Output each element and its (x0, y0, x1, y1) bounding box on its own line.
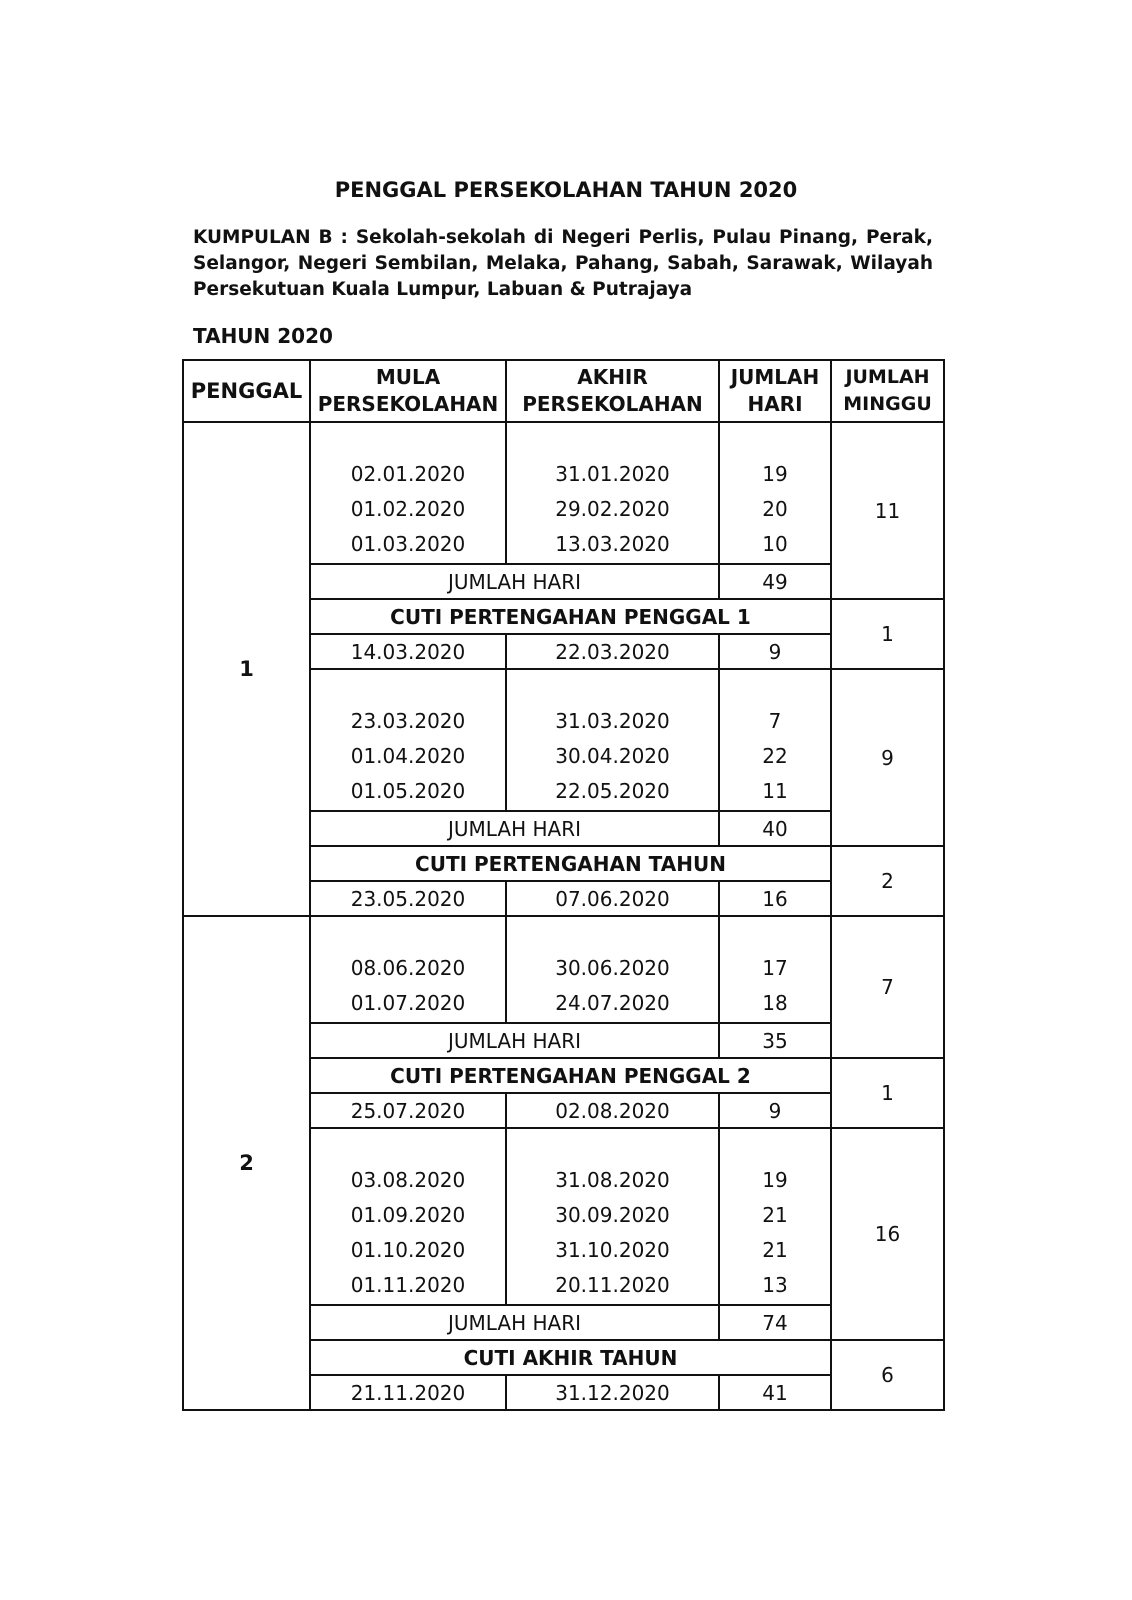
header-jumlah-hari: JUMLAH HARI (719, 360, 831, 422)
table-row (183, 422, 944, 564)
mula-cell: 23.05.2020 (310, 881, 506, 916)
akhir-cell: 31.12.2020 (506, 1375, 719, 1410)
cell-value: 01.09.2020 (350, 1203, 466, 1227)
cell-value: 29.02.2020 (555, 497, 670, 521)
break-title: CUTI AKHIR TAHUN (310, 1340, 831, 1375)
hari-cell (719, 669, 831, 811)
jumlah-hari-value: 35 (719, 1023, 831, 1058)
mula-cell: 25.07.2020 (310, 1093, 506, 1128)
term-number: 2 (183, 916, 310, 1410)
akhir-cell (506, 1128, 719, 1305)
cell-value: 01.10.2020 (350, 1238, 466, 1262)
jumlah-hari-label: JUMLAH HARI (310, 1305, 719, 1340)
cell-value: 31.08.2020 (555, 1168, 670, 1192)
jumlah-hari-value: 74 (719, 1305, 831, 1340)
header-mula: MULA PERSEKOLAHAN (310, 360, 506, 422)
cell-value: 13 (762, 1273, 788, 1297)
cell-value: 7 (768, 709, 782, 733)
minggu-cell: 11 (831, 422, 944, 599)
cell-value: 31.03.2020 (555, 709, 670, 733)
minggu-cell: 16 (831, 1128, 944, 1340)
cell-value: 22.05.2020 (555, 779, 670, 803)
akhir-cell (506, 669, 719, 811)
cell-value: 01.11.2020 (350, 1273, 466, 1297)
cell-value: 01.07.2020 (350, 991, 466, 1015)
hari-cell: 41 (719, 1375, 831, 1410)
cell-value: 01.05.2020 (350, 779, 466, 803)
cell-value: 30.06.2020 (555, 956, 670, 980)
cell-value: 17 (762, 956, 788, 980)
cell-value: 23.03.2020 (350, 709, 466, 733)
jumlah-hari-label: JUMLAH HARI (310, 1023, 719, 1058)
akhir-cell (506, 422, 719, 564)
akhir-cell: 22.03.2020 (506, 634, 719, 669)
school-term-table (182, 359, 945, 1411)
cell-value: 21 (762, 1203, 788, 1227)
cell-value: 30.09.2020 (555, 1203, 670, 1227)
table-body (183, 422, 944, 1410)
cell-value: 20 (762, 497, 788, 521)
mula-cell (310, 669, 506, 811)
cell-value: 21 (762, 1238, 788, 1262)
minggu-cell: 7 (831, 916, 944, 1058)
cell-value: 13.03.2020 (555, 532, 670, 556)
minggu-cell: 1 (831, 599, 944, 669)
mula-cell: 14.03.2020 (310, 634, 506, 669)
cell-value: 02.01.2020 (350, 462, 466, 486)
break-title: CUTI PERTENGAHAN PENGGAL 2 (310, 1058, 831, 1093)
cell-value: 11 (762, 779, 788, 803)
break-title: CUTI PERTENGAHAN TAHUN (310, 846, 831, 881)
cell-value: 22 (762, 744, 788, 768)
table-row (183, 916, 944, 1023)
cell-value: 01.02.2020 (350, 497, 466, 521)
hari-cell: 9 (719, 634, 831, 669)
cell-value: 31.01.2020 (555, 462, 670, 486)
cell-value: 31.10.2020 (555, 1238, 670, 1262)
header-akhir: AKHIR PERSEKOLAHAN (506, 360, 719, 422)
cell-value: 08.06.2020 (350, 956, 466, 980)
minggu-cell: 2 (831, 846, 944, 916)
cell-value: 10 (762, 532, 788, 556)
hari-cell: 16 (719, 881, 831, 916)
page-title: PENGGAL PERSEKOLAHAN TAHUN 2020 (334, 178, 798, 202)
akhir-cell (506, 916, 719, 1023)
group-description: KUMPULAN B : Sekolah-sekolah di Negeri Perlis, Pulau Pinang, Perak, Selangor, Negeri Sembilan, Melaka, Pahang, Sabah, Sarawak, Wilayah Persekutuan Kuala Lumpur, Labuan & Putrajaya (193, 227, 933, 300)
jumlah-hari-label: JUMLAH HARI (310, 564, 719, 599)
header-jumlah-minggu: JUMLAH MINGGU (831, 360, 944, 422)
jumlah-hari-value: 40 (719, 811, 831, 846)
minggu-cell: 1 (831, 1058, 944, 1128)
akhir-cell: 02.08.2020 (506, 1093, 719, 1128)
hari-cell (719, 1128, 831, 1305)
cell-value: 18 (762, 991, 788, 1015)
jumlah-hari-value: 49 (719, 564, 831, 599)
minggu-cell: 9 (831, 669, 944, 846)
cell-value: 03.08.2020 (350, 1168, 466, 1192)
term-number: 1 (183, 422, 310, 916)
cell-value: 19 (762, 1168, 788, 1192)
jumlah-hari-label: JUMLAH HARI (310, 811, 719, 846)
cell-value: 19 (762, 462, 788, 486)
cell-value: 30.04.2020 (555, 744, 670, 768)
cell-value: 01.04.2020 (350, 744, 466, 768)
mula-cell: 21.11.2020 (310, 1375, 506, 1410)
break-title: CUTI PERTENGAHAN PENGGAL 1 (310, 599, 831, 634)
hari-cell: 9 (719, 1093, 831, 1128)
mula-cell (310, 916, 506, 1023)
hari-cell (719, 422, 831, 564)
cell-value: 20.11.2020 (555, 1273, 670, 1297)
header-row (183, 360, 944, 422)
cell-value: 01.03.2020 (350, 532, 466, 556)
year-label: TAHUN 2020 (193, 324, 333, 348)
minggu-cell: 6 (831, 1340, 944, 1410)
akhir-cell: 07.06.2020 (506, 881, 719, 916)
mula-cell (310, 1128, 506, 1305)
cell-value: 24.07.2020 (555, 991, 670, 1015)
hari-cell (719, 916, 831, 1023)
header-penggal: PENGGAL (183, 360, 310, 422)
mula-cell (310, 422, 506, 564)
